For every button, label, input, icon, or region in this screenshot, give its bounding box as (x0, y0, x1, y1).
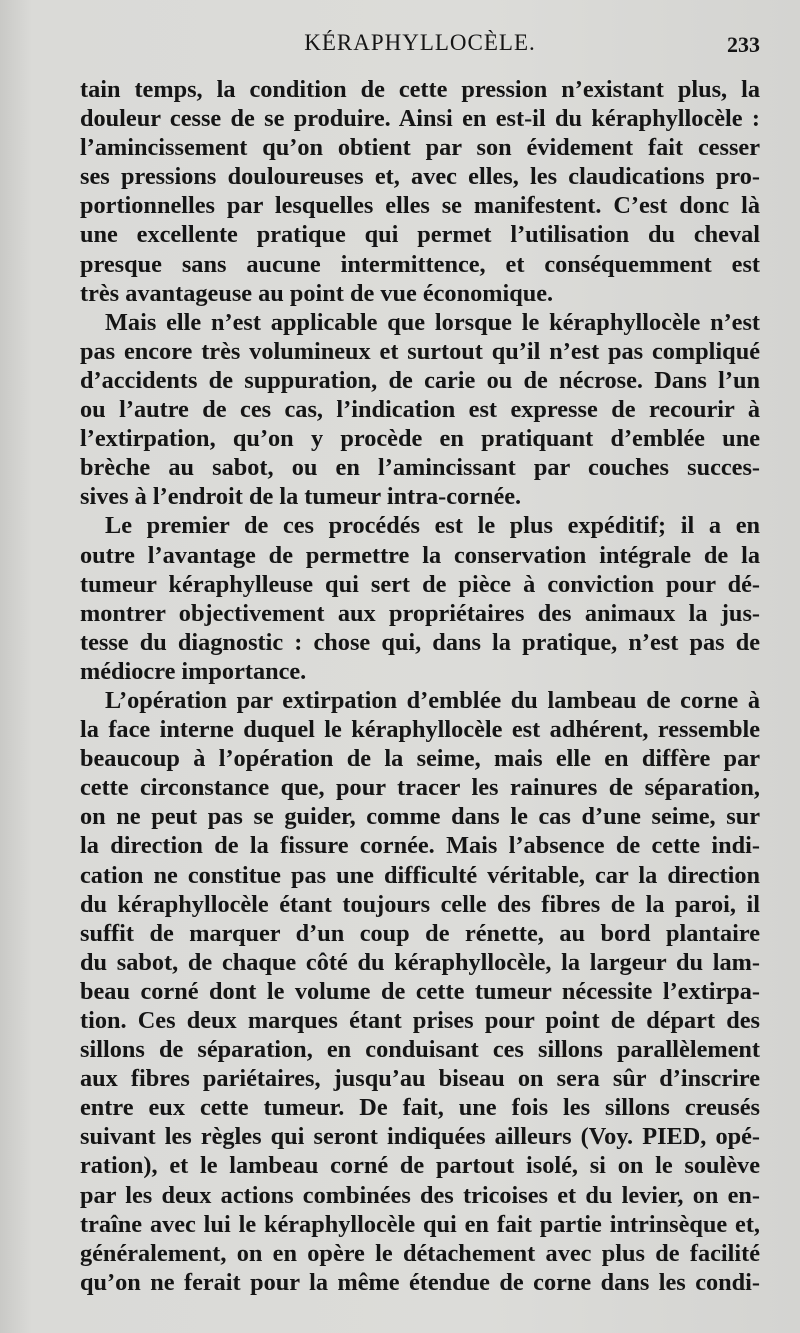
text-line: la direction de la fissure cornée. Mais l’absence de cette indi- (80, 832, 760, 860)
text-line: l’extirpation, qu’on y procède en pratiquant d’emblée une (80, 425, 760, 453)
text-line: l’amincissement qu’on obtient par son évidement fait cesser (80, 134, 760, 162)
text-line: tesse du diagnostic : chose qui, dans la pratique, n’est pas de (80, 628, 760, 656)
text-line: entre eux cette tumeur. De fait, une fois les sillons creusés (80, 1094, 760, 1122)
text-line: très avantageuse au point de vue économique. (80, 279, 554, 307)
text-line: une excellente pratique qui permet l’utilisation du cheval (80, 221, 760, 249)
text-line: Mais elle n’est applicable que lorsque le kéraphyllocèle n’est (105, 308, 760, 336)
text-line: sillons de séparation, en conduisant ces sillons parallèlement (80, 1036, 760, 1064)
text-line: tion. Ces deux marques étant prises pour point de départ des (80, 1007, 760, 1034)
text-line: outre l’avantage de permettre la conservation intégrale de la (80, 541, 760, 569)
text-line: d’accidents de suppuration, de carie ou de nécrose. Dans l’un (80, 366, 760, 394)
text-line: beau corné dont le volume de cette tumeur nécessite l’extirpa- (80, 977, 760, 1005)
text-line: cation ne constitue pas une difficulté véritable, car la direction (80, 861, 760, 889)
text-line: tain temps, la condition de cette pression n’existant plus, la (80, 76, 760, 103)
text-line: par les deux actions combinées des tricoises et du levier, on en- (80, 1181, 760, 1209)
text-line: cette circonstance que, pour tracer les rainures de séparation, (80, 774, 760, 802)
text-line: suffit de marquer d’un coup de rénette, au bord plantaire (80, 919, 760, 947)
text-line: montrer objectivement aux propriétaires des animaux la jus- (80, 599, 760, 627)
text-line: pas encore très volumineux et surtout qu’il n’est pas compliqué (80, 337, 760, 365)
text-line: presque sans aucune intermittence, et conséquemment est (80, 250, 760, 278)
text-line: la face interne duquel le kéraphyllocèle est adhérent, ressemble (80, 716, 760, 744)
text-line: douleur cesse de se produire. Ainsi en est-il du kéraphyllocèle : (80, 105, 760, 133)
page-header (80, 30, 760, 66)
text-line: traîne avec lui le kéraphyllocèle qui en fait partie intrinsèque et, (80, 1210, 760, 1238)
text-line: du sabot, de chaque côté du kéraphyllocèle, la largeur du lam- (80, 948, 760, 976)
text-line: ou l’autre de ces cas, l’indication est expresse de recourir à (80, 396, 760, 424)
text-line: tumeur kéraphylleuse qui sert de pièce à conviction pour dé- (80, 570, 760, 598)
text-line: ses pressions douloureuses et, avec elles, les claudications pro- (80, 163, 760, 191)
text-line: beaucoup à l’opération de la seime, mais elle en diffère par (80, 745, 760, 773)
text-line: portionnelles par lesquelles elles se manifestent. C’est donc là (80, 192, 760, 220)
text-line: sives à l’endroit de la tumeur intra-cornée. (80, 483, 522, 511)
text-line: brèche au sabot, ou en l’amincissant par couches succes- (80, 454, 760, 482)
text-line: qu’on ne ferait pour la même étendue de corne dans les condi- (80, 1268, 760, 1296)
text-line: suivant les règles qui seront indiquées ailleurs (Voy. PIED, opé- (80, 1123, 760, 1151)
text-line: Le premier de ces procédés est le plus expéditif; il a en (105, 512, 760, 540)
text-line: on ne peut pas se guider, comme dans le cas d’une seime, sur (80, 803, 760, 831)
body-text (80, 75, 760, 1297)
text-line: médiocre importance. (80, 657, 307, 685)
running-title: KÉRAPHYLLOCÈLE. (304, 30, 536, 55)
text-line: ration), et le lambeau corné de partout isolé, si on le soulève (80, 1152, 760, 1180)
text-line: L’opération par extirpation d’emblée du lambeau de corne à (105, 686, 760, 714)
text-line: généralement, on en opère le détachement avec plus de facilité (80, 1239, 760, 1267)
text-line: aux fibres pariétaires, jusqu’au biseau on sera sûr d’inscrire (80, 1065, 760, 1093)
page-number: 233 (727, 32, 760, 57)
text-line: du kéraphyllocèle étant toujours celle des fibres de la paroi, il (80, 890, 760, 918)
